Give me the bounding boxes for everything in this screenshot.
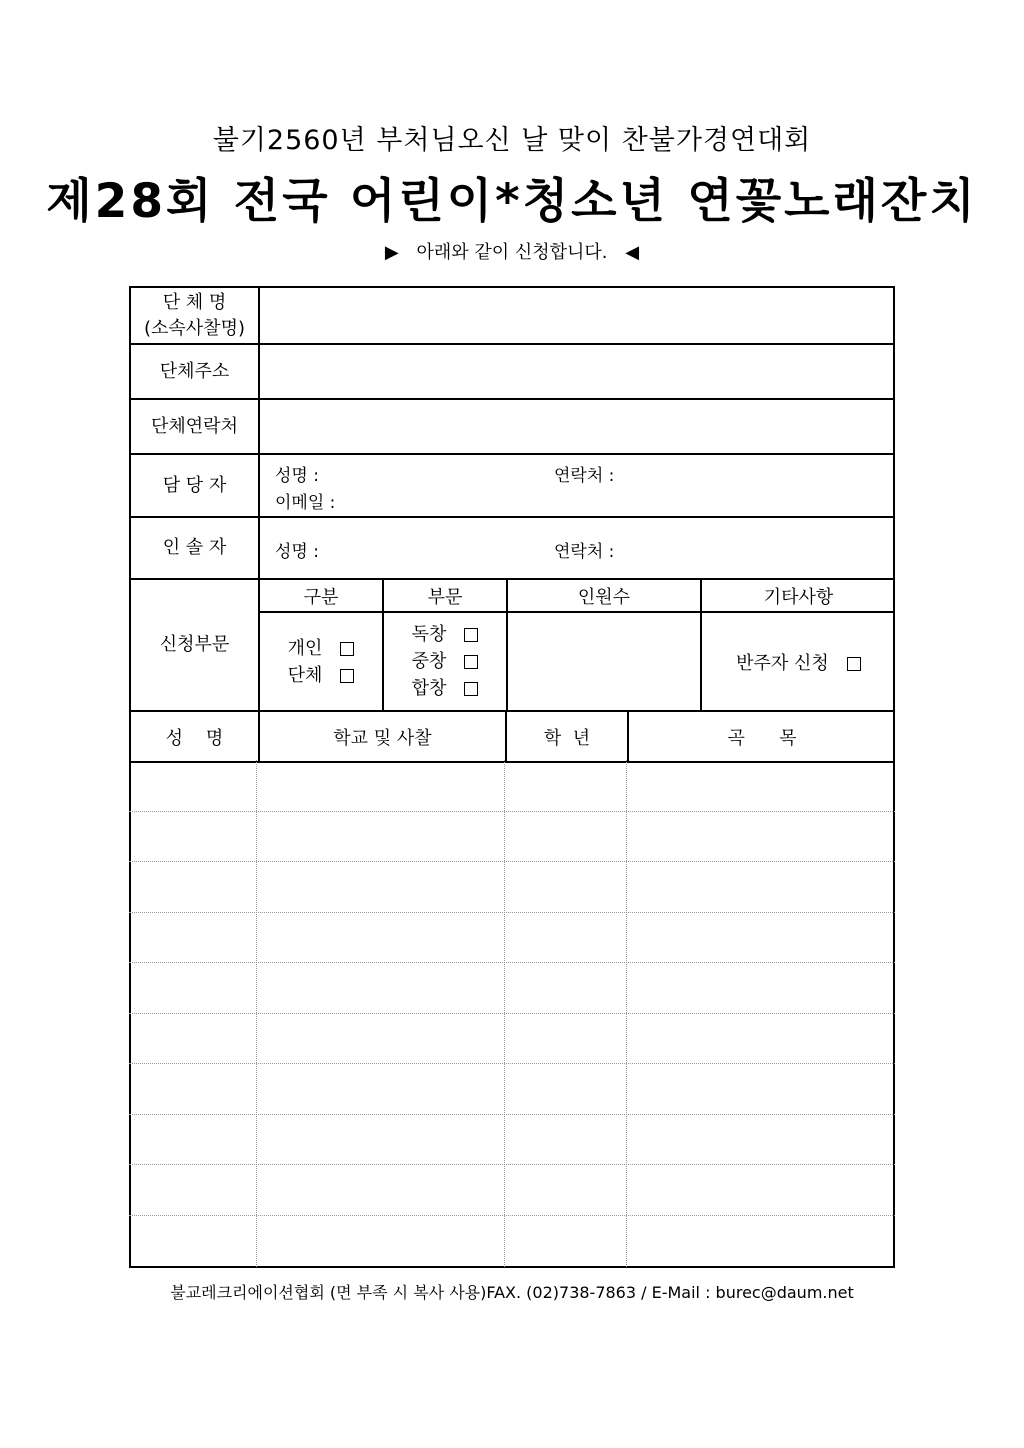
- division-choir-label: 합창: [411, 678, 447, 699]
- type-group-option[interactable]: [288, 662, 355, 689]
- accompanist-label: 반주자 신청: [736, 652, 829, 674]
- table-row: [129, 1063, 895, 1064]
- division-ensemble-label: 중창: [411, 651, 447, 672]
- checkbox-icon[interactable]: [340, 642, 354, 656]
- group-name-label-line2: (소속사찰명): [144, 318, 245, 339]
- table-row: [129, 1164, 895, 1165]
- leader-label: 인 솔 자: [131, 518, 260, 578]
- group-name-field[interactable]: [260, 288, 893, 344]
- col-other-header: 기타사항: [763, 586, 834, 608]
- group-name-row: [131, 288, 893, 344]
- type-options: [260, 613, 382, 710]
- group-contact-field[interactable]: [260, 400, 893, 454]
- group-contact-row: [131, 400, 893, 454]
- division-solo-label: 독창: [411, 624, 447, 645]
- manager-row: [131, 455, 893, 517]
- col-count-header: 인원수: [577, 586, 631, 608]
- roster-school-header: 학교 및 사찰: [333, 728, 432, 749]
- checkbox-icon[interactable]: [340, 669, 354, 683]
- table-row: [129, 811, 895, 812]
- manager-phone-field[interactable]: 연락처 :: [554, 466, 615, 486]
- group-name-label-line1: 단 체 명: [162, 292, 227, 313]
- type-individual-label: 개인: [287, 637, 323, 659]
- division-options: [384, 613, 506, 710]
- division-solo-option[interactable]: [412, 621, 479, 648]
- checkbox-icon[interactable]: [464, 655, 478, 669]
- leader-row: [131, 518, 893, 578]
- category-section: [131, 580, 893, 710]
- table-row: [129, 1215, 895, 1216]
- other-options: [702, 613, 895, 710]
- leader-phone-field[interactable]: 연락처 :: [554, 542, 615, 562]
- category-table: [260, 580, 893, 710]
- group-contact-label: 단체연락처: [131, 400, 260, 454]
- checkbox-icon[interactable]: [464, 628, 478, 642]
- leader-name-field[interactable]: 성명 :: [275, 542, 319, 562]
- table-row: [129, 861, 895, 862]
- left-triangle-icon: ◀: [625, 242, 640, 263]
- form-subtitle: 불기2560년 부처님오신 날 맞이 찬불가경연대회: [212, 125, 812, 156]
- headcount-field[interactable]: [508, 613, 700, 710]
- manager-email-field[interactable]: 이메일 :: [275, 493, 336, 513]
- division-ensemble-option[interactable]: [412, 648, 479, 675]
- form-title: 제28회 전국 어린이*청소년 연꽃노래잔치: [46, 174, 978, 229]
- roster-name-header: 성 명: [165, 728, 224, 749]
- group-address-label: 단체주소: [131, 345, 260, 399]
- type-group-label: 단체: [287, 664, 323, 686]
- notice-text: 아래와 같이 신청합니다.: [416, 242, 608, 263]
- roster-grade-header: 학 년: [543, 728, 591, 749]
- group-name-label: [131, 288, 260, 344]
- table-row: [129, 912, 895, 913]
- group-address-row: [131, 345, 893, 399]
- category-label: 신청부문: [131, 580, 260, 710]
- type-individual-option[interactable]: [288, 635, 355, 662]
- table-row: [129, 962, 895, 963]
- accompanist-option[interactable]: [736, 649, 861, 675]
- footer-contact: 불교레크리에이션협회 (면 부족 시 복사 사용)FAX. (02)738-7863 / E-Mail : burec@daum.net: [170, 1283, 854, 1302]
- checkbox-icon[interactable]: [464, 682, 478, 696]
- table-row: [129, 1114, 895, 1115]
- right-triangle-icon: ▶: [384, 242, 399, 263]
- notice-line: [0, 238, 1024, 264]
- roster-header: [131, 712, 893, 762]
- roster-song-header: 곡 목: [727, 728, 797, 749]
- col-type-header: 구분: [303, 586, 339, 608]
- roster-body[interactable]: [129, 760, 895, 1267]
- table-row: [129, 1013, 895, 1014]
- division-choir-option[interactable]: [412, 675, 479, 702]
- col-division-header: 부문: [427, 586, 463, 608]
- checkbox-icon[interactable]: [847, 657, 861, 671]
- manager-name-field[interactable]: 성명 :: [275, 466, 319, 486]
- group-address-field[interactable]: [260, 345, 893, 399]
- manager-label: 담 당 자: [131, 455, 260, 517]
